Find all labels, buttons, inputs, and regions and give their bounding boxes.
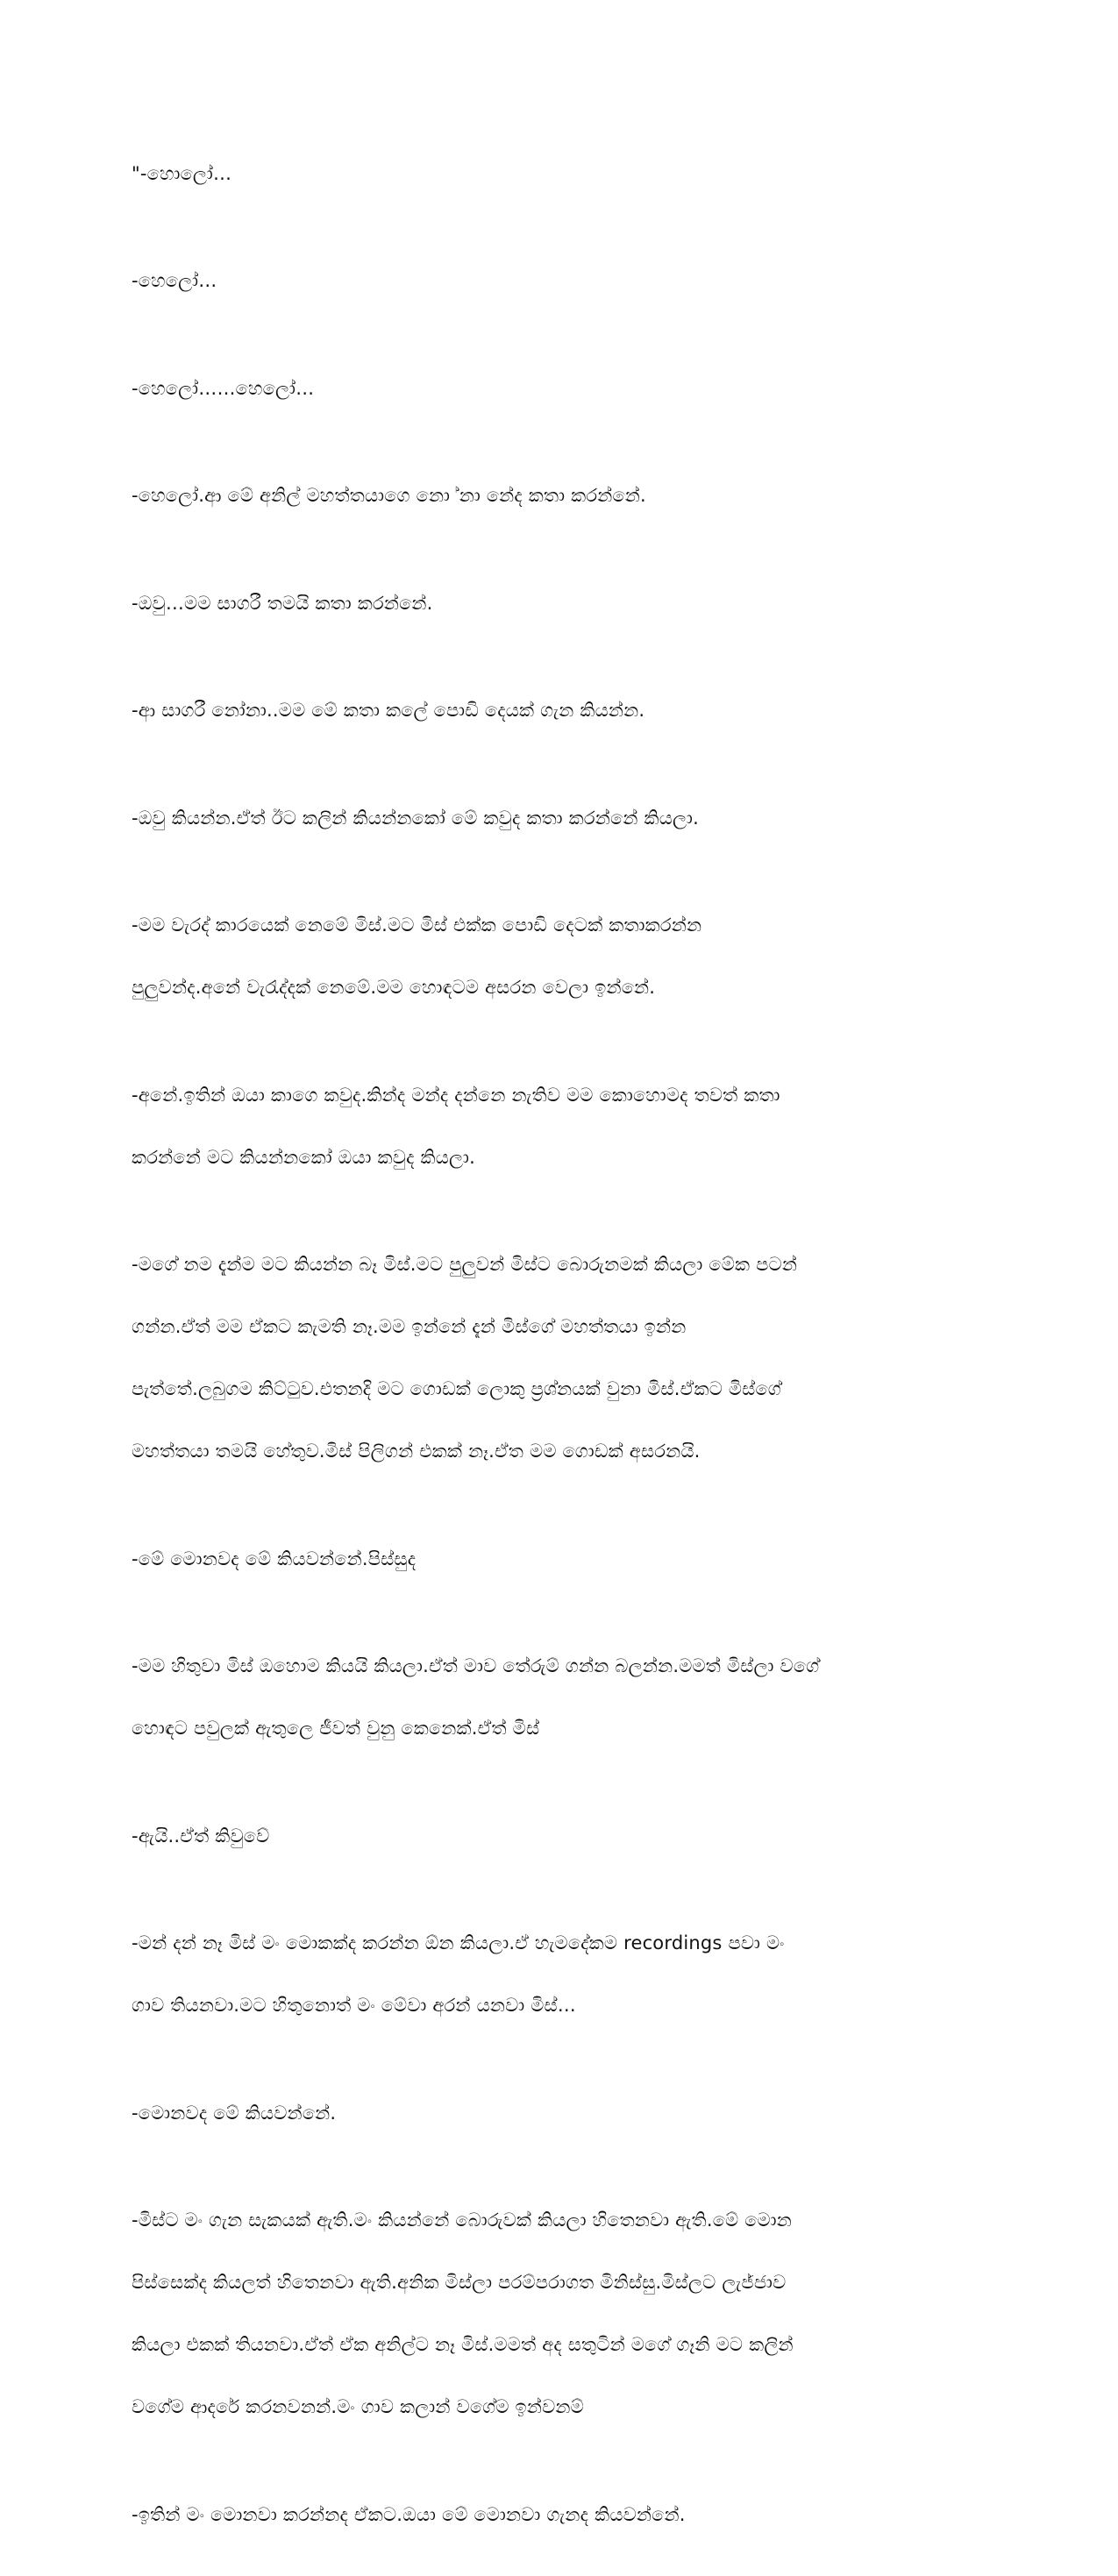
dialogue-paragraph [132,1512,1000,1606]
text-line: -මොනවද මේ කියවන්නේ. [132,2102,337,2124]
text-line: පිස්සෙක්ද කියලත් හිතෙනවා ඇති.අනික මිස්ලා පරම්පරාගත මිනිස්සු.මිස්ලට ලැජ්ජාව [132,2272,787,2293]
text-line: -හෙලෝ… [132,270,217,291]
dialogue-paragraph [132,1219,1000,1499]
dialogue-paragraph [132,450,1000,544]
document-page [132,127,1000,2576]
dialogue-paragraph [132,1790,1000,1883]
text-line: කියලා එකක් තියනවා.ඒත් ඒක අනිල්ට නෑ මිස්.මමත් අද සතුටින් මගේ ගෑනි මට කලින් [132,2334,794,2355]
dialogue-paragraph [132,235,1000,329]
text-line: -ඉතින් මං මොනවා කරන්නද ඒකට.ඔයා මේ මොනවා ගැනද කියවන්නේ. [132,2503,686,2525]
dialogue-paragraph [132,557,1000,651]
text-line: ගන්න.ඒත් මම ඒකට කැමති නෑ.මම ඉන්නේ දැන් මිස්ගේ මහත්තයා ඉන්න [132,1316,687,1337]
text-line: -ඇයි..ඒත් කිවුවේ [132,1825,270,1847]
dialogue-paragraph [132,1620,1000,1776]
text-line: -මිස්ට මං ගැන සැකයක් ඇති.මං කියන්නේ බොරුවක් කියලා හිතෙනවා ඇති.මේ මොන [132,2210,792,2231]
dialogue-paragraph [132,879,1000,1035]
text-line: -මම හිතුවා මිස් ඔහොම කියයි කියලා.ඒත් මාව තේරුම් ගන්න බලන්න.මමත් මිස්ලා වගේ [132,1655,820,1676]
text-line: "-හොලෝ… [132,162,232,184]
text-line: -ආ සාගරී නෝනා..මම මේ කතා කලේ පොඩි දෙයක් ගැන කියන්න. [132,700,645,721]
dialogue-paragraph [132,772,1000,865]
text-line: හොඳට පවුලක් ඇතුලෙ ජීවත් වුනු කෙනෙක්.ඒත් මිස් [132,1718,540,1739]
text-line: -මන් දන් නෑ මිස් මං මොකක්ද කරන්න ඕන කියලා.ඒ හැමදේකම recordings පවා මං [132,1932,785,1953]
text-line: පැත්තේ.ලබුගම කිට්ටුව.එතනදි මට ගොඩක් ලොකු ප්‍රශ්නයක් වුනා මිස්.ඒකට මිස්ගේ [132,1378,781,1399]
text-line: -හෙලෝ……හෙලෝ… [132,377,315,399]
text-line: මහත්තයා තමයි හේතුව.මිස් පිලිගන් එකක් නෑ.ඒත මම ගොඩක් අසරනයි. [132,1441,701,1462]
text-line: -මම වැරද් කාරයෙක් නෙමේ මිස්.මට මිස් එක්ක පොඩි දෙටක් කතාකරන්න [132,914,702,936]
text-line: කරන්නේ මට කියන්නකෝ ඔයා කවුද කියලා. [132,1146,476,1168]
dialogue-paragraph [132,2067,1000,2160]
text-line: -හෙලෝ.ආ මේ අනිල් මහත්තයාගෙ නො ්නා නේද කතා කරන්නේ. [132,485,646,506]
dialogue-paragraph [132,665,1000,758]
text-line: -මේ මොනවද මේ කියවන්නේ.පිස්සුද [132,1548,417,1569]
text-line: -ඔවු කියන්න.ඒත් ඊට කලින් කියන්නකෝ මේ කවුද කතා කරන්නේ කියලා. [132,807,700,829]
dialogue-paragraph [132,127,1000,221]
text-line: -මගේ නම දැන්ම මට කියන්න බෑ මිස්.මට පුලුවන් මිස්ට බොරුනමක් කියලා මේක පටන් [132,1254,798,1275]
dialogue-paragraph [132,1049,1000,1205]
text-line: වගේම ආදරේ කරනවනන්.මං ගාව කලාන් වගේම ඉන්වනම් [132,2396,584,2417]
text-line: -අනේ.ඉතින් ඔයා කාගෙ කවුද.කින්ද මන්ද දන්නෙ නැතිව මම කොහොමද තවත් කතා [132,1084,780,1106]
dialogue-paragraph [132,2468,1000,2562]
text-line: -ඔවු…මම සාගරී තමයි කතා කරන්නේ. [132,592,433,614]
dialogue-paragraph [132,342,1000,436]
dialogue-paragraph [132,2174,1000,2455]
text-line: ගාව තියනවා.මට හිතුනොත් මං මේවා අරන් යනවා මිස්… [132,1995,576,2016]
dialogue-paragraph [132,1897,1000,2053]
text-line: පුලුවන්ද.අනේ වැරැද්දක් නෙමේ.මම හොඳටම අසරන වෙලා ඉන්නේ. [132,977,656,998]
